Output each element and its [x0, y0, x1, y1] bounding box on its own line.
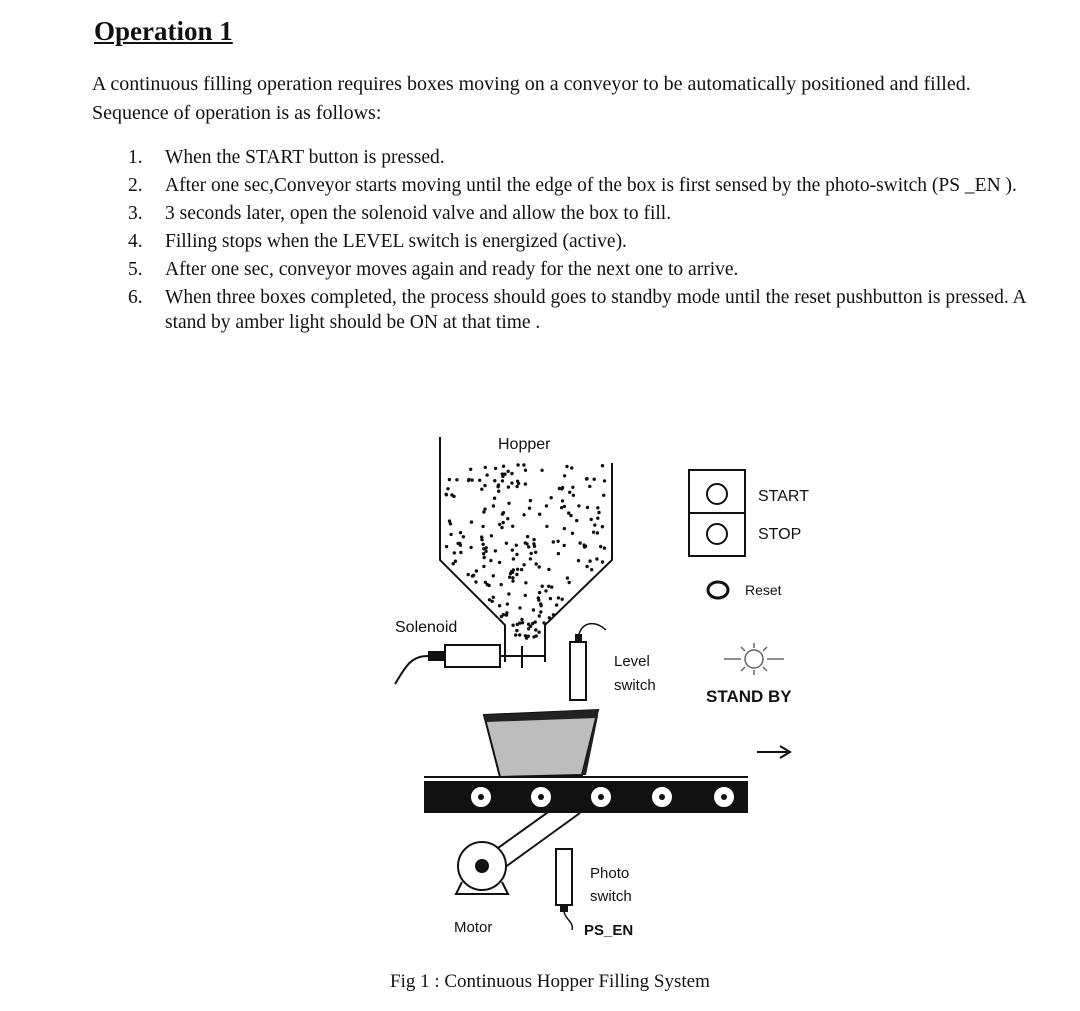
- granule: [532, 538, 535, 541]
- granule: [529, 557, 532, 560]
- granule: [552, 540, 555, 543]
- granule: [530, 552, 533, 555]
- standby-label: STAND BY: [706, 687, 792, 706]
- list-item: [128, 145, 1028, 170]
- granule: [516, 463, 519, 466]
- granule: [571, 532, 574, 535]
- granule: [558, 487, 561, 490]
- figure-caption: Fig 1 : Continuous Hopper Filling System: [390, 971, 710, 992]
- granule: [515, 544, 518, 547]
- granule: [556, 540, 559, 543]
- granule: [470, 478, 473, 481]
- granule: [459, 551, 462, 554]
- granule: [501, 479, 504, 482]
- granule: [534, 628, 537, 631]
- granule: [490, 534, 493, 537]
- granule: [501, 472, 504, 475]
- stop-label: STOP: [758, 526, 802, 543]
- granule: [603, 546, 606, 549]
- granule: [493, 497, 496, 500]
- granule: [498, 604, 501, 607]
- granule: [516, 480, 519, 483]
- ps-en-label: PS_EN: [584, 922, 634, 939]
- granule: [446, 487, 449, 490]
- granule: [565, 465, 568, 468]
- filling-system-diagram: [380, 425, 820, 970]
- granule: [492, 596, 495, 599]
- granule: [494, 467, 497, 470]
- granule: [538, 614, 541, 617]
- hopper: [440, 437, 612, 662]
- hopper-granules: [444, 463, 606, 640]
- granule: [445, 545, 448, 548]
- granule: [522, 513, 525, 516]
- granule: [484, 581, 487, 584]
- granule: [491, 600, 494, 603]
- granule: [516, 568, 519, 571]
- page-title: Operation 1: [94, 16, 233, 46]
- granule: [572, 494, 575, 497]
- step-number: 2.: [128, 175, 143, 196]
- granule: [570, 466, 573, 469]
- granule: [561, 598, 564, 601]
- granule: [449, 522, 452, 525]
- granule: [450, 493, 453, 496]
- granule: [502, 613, 505, 616]
- granule: [482, 543, 485, 546]
- granule: [501, 512, 504, 515]
- step-number: 5.: [128, 259, 143, 280]
- granule: [534, 551, 537, 554]
- granule: [508, 576, 511, 579]
- granule: [575, 519, 578, 522]
- granule: [502, 465, 505, 468]
- photo-switch-label-line1: Photo: [590, 865, 630, 882]
- roller-axle: [538, 794, 544, 800]
- roller-axle: [478, 794, 484, 800]
- granule: [515, 573, 518, 576]
- granule: [467, 573, 470, 576]
- granule: [524, 634, 527, 637]
- granule: [588, 559, 591, 562]
- granule: [539, 602, 542, 605]
- granule: [514, 633, 517, 636]
- step-text: When the START button is pressed.: [165, 147, 445, 168]
- granule: [583, 545, 586, 548]
- granule: [596, 506, 599, 509]
- list-item: [128, 229, 1028, 254]
- granule: [511, 576, 514, 579]
- step-text: Filling stops when the LEVEL switch is energized (active).: [165, 231, 627, 252]
- granule: [493, 479, 496, 482]
- granule: [545, 525, 548, 528]
- step-number: 3.: [128, 203, 143, 224]
- granule: [601, 560, 604, 563]
- granule: [568, 581, 571, 584]
- control-panel: [689, 470, 745, 598]
- level-switch: [570, 624, 606, 700]
- granule: [480, 538, 483, 541]
- granule: [547, 585, 550, 588]
- granule: [515, 553, 518, 556]
- granule: [577, 504, 580, 507]
- granule: [566, 576, 569, 579]
- granule: [532, 635, 535, 638]
- roller-axle: [659, 794, 665, 800]
- granule: [537, 596, 540, 599]
- stop-button-icon: [707, 524, 727, 544]
- granule: [539, 610, 542, 613]
- granule: [505, 542, 508, 545]
- granule: [549, 597, 552, 600]
- granule: [537, 631, 540, 634]
- granule: [538, 591, 541, 594]
- granule: [550, 585, 553, 588]
- granule: [484, 466, 487, 469]
- hopper-label: Hopper: [498, 436, 551, 453]
- granule: [475, 569, 478, 572]
- granule: [588, 485, 591, 488]
- granule: [529, 625, 532, 628]
- granule: [482, 552, 485, 555]
- granule: [469, 468, 472, 471]
- granule: [489, 559, 492, 562]
- intro-paragraph: A continuous filling operation requires boxes moving on a conveyor to be automatically positioned and filled. Sequence of operation is as follows:: [92, 73, 971, 124]
- granule: [563, 544, 566, 547]
- granule: [531, 622, 534, 625]
- granule: [586, 506, 589, 509]
- granule: [532, 608, 535, 611]
- step-number: 1.: [128, 147, 143, 168]
- granule: [472, 574, 475, 577]
- motor-label: Motor: [454, 919, 493, 936]
- step-text: 3 seconds later, open the solenoid valve and allow the box to fill.: [165, 203, 672, 224]
- granule: [458, 542, 461, 545]
- box: [484, 710, 598, 777]
- step-number: 6.: [128, 287, 143, 308]
- granule: [596, 517, 599, 520]
- granule: [571, 486, 574, 489]
- granule: [481, 525, 484, 528]
- granule: [542, 621, 545, 624]
- granule: [557, 596, 560, 599]
- step-number: 4.: [128, 231, 143, 252]
- granule: [462, 535, 465, 538]
- start-button-icon: [707, 484, 727, 504]
- reset-label: Reset: [745, 582, 782, 598]
- granule: [485, 546, 488, 549]
- granule: [524, 594, 527, 597]
- granule: [550, 496, 553, 499]
- granule: [555, 603, 558, 606]
- granule: [568, 491, 571, 494]
- reset-button-icon: [708, 582, 728, 598]
- granule: [518, 621, 521, 624]
- granule: [522, 563, 525, 566]
- granule: [577, 559, 580, 562]
- granule: [557, 552, 560, 555]
- granule: [474, 580, 477, 583]
- granule: [467, 478, 470, 481]
- granule: [567, 511, 570, 514]
- granule: [601, 464, 604, 467]
- granule: [592, 531, 595, 534]
- granule: [510, 481, 513, 484]
- level-switch-label-line1: Level: [614, 653, 650, 670]
- granule: [482, 510, 485, 513]
- granule: [509, 572, 512, 575]
- granule: [506, 602, 509, 605]
- start-label: START: [758, 488, 809, 505]
- photo-switch: [556, 849, 572, 930]
- granule: [527, 635, 530, 638]
- granule: [590, 568, 593, 571]
- granule: [453, 551, 456, 554]
- granule: [541, 585, 544, 588]
- granule: [603, 479, 606, 482]
- granule: [494, 549, 497, 552]
- granule: [524, 581, 527, 584]
- granule: [547, 568, 550, 571]
- granule: [512, 557, 515, 560]
- granule: [538, 565, 541, 568]
- granule: [483, 556, 486, 559]
- list-item: [128, 201, 1028, 226]
- granule: [470, 520, 473, 523]
- solenoid-label: Solenoid: [395, 619, 458, 636]
- roller-axle: [598, 794, 604, 800]
- granule: [520, 568, 523, 571]
- granule: [563, 527, 566, 530]
- granule: [511, 548, 514, 551]
- granule: [511, 624, 514, 627]
- granule: [518, 633, 521, 636]
- granule: [532, 542, 535, 545]
- granule: [478, 479, 481, 482]
- granule: [585, 477, 588, 480]
- step-text: When three boxes completed, the process should goes to standby mode until the reset pushbutton is pressed. A stand by amber light should be ON at that time .: [165, 287, 1026, 333]
- granule: [485, 473, 488, 476]
- granule: [596, 531, 599, 534]
- solenoid-valve: [395, 645, 545, 684]
- granule: [548, 616, 551, 619]
- granule: [563, 474, 566, 477]
- granule: [545, 504, 548, 507]
- photo-switch-label-line2: switch: [590, 888, 632, 905]
- granule: [602, 494, 605, 497]
- granule: [492, 504, 495, 507]
- granule: [449, 533, 452, 536]
- granule: [492, 574, 495, 577]
- granule: [593, 478, 596, 481]
- granule: [482, 565, 485, 568]
- granule: [515, 485, 518, 488]
- granule: [515, 629, 518, 632]
- granule: [459, 531, 462, 534]
- granule: [535, 562, 538, 565]
- granule: [497, 490, 500, 493]
- granule: [507, 470, 510, 473]
- granule: [527, 545, 530, 548]
- granule: [500, 583, 503, 586]
- granule: [540, 469, 543, 472]
- roller-axle: [721, 794, 727, 800]
- granule: [601, 525, 604, 528]
- granule: [593, 523, 596, 526]
- granule: [483, 484, 486, 487]
- granule: [524, 482, 527, 485]
- granule: [487, 584, 490, 587]
- granule: [510, 472, 513, 475]
- granule: [538, 513, 541, 516]
- granule: [507, 485, 510, 488]
- granule: [595, 557, 598, 560]
- granule: [454, 560, 457, 563]
- granule: [560, 506, 563, 509]
- granule: [469, 546, 472, 549]
- sequence-list: [128, 145, 1028, 338]
- granule: [511, 579, 514, 582]
- granule: [529, 499, 532, 502]
- granule: [597, 511, 600, 514]
- granule: [544, 589, 547, 592]
- granule: [526, 535, 529, 538]
- granule: [497, 483, 500, 486]
- granule: [578, 541, 581, 544]
- list-item: [128, 257, 1028, 282]
- granule: [455, 478, 458, 481]
- granule: [522, 463, 525, 466]
- granule: [483, 507, 486, 510]
- granule: [502, 521, 505, 524]
- granule: [507, 502, 510, 505]
- list-item: [128, 285, 1028, 335]
- level-switch-label-line2: switch: [614, 677, 656, 694]
- granule: [590, 518, 593, 521]
- granule: [569, 514, 572, 517]
- granule: [528, 507, 531, 510]
- granule: [498, 561, 501, 564]
- conveyor: [424, 746, 790, 813]
- granule: [498, 523, 501, 526]
- granule: [585, 565, 588, 568]
- granule: [511, 525, 514, 528]
- step-text: After one sec, conveyor moves again and ready for the next one to arrive.: [165, 259, 739, 280]
- granule: [524, 541, 527, 544]
- standby-lamp-icon: [724, 643, 784, 675]
- granule: [561, 499, 564, 502]
- granule: [518, 606, 521, 609]
- granule: [484, 550, 487, 553]
- granule: [520, 618, 523, 621]
- granule: [480, 488, 483, 491]
- granule: [507, 592, 510, 595]
- granule: [505, 611, 508, 614]
- granule: [448, 478, 451, 481]
- granule: [552, 613, 555, 616]
- granule: [445, 493, 448, 496]
- granule: [599, 545, 602, 548]
- granule: [500, 526, 503, 529]
- step-text: After one sec,Conveyor starts moving until the edge of the box is first sensed by the photo-switch (PS _EN ).: [165, 175, 1017, 196]
- list-item: [128, 173, 1028, 198]
- granule: [506, 517, 509, 520]
- granule: [524, 469, 527, 472]
